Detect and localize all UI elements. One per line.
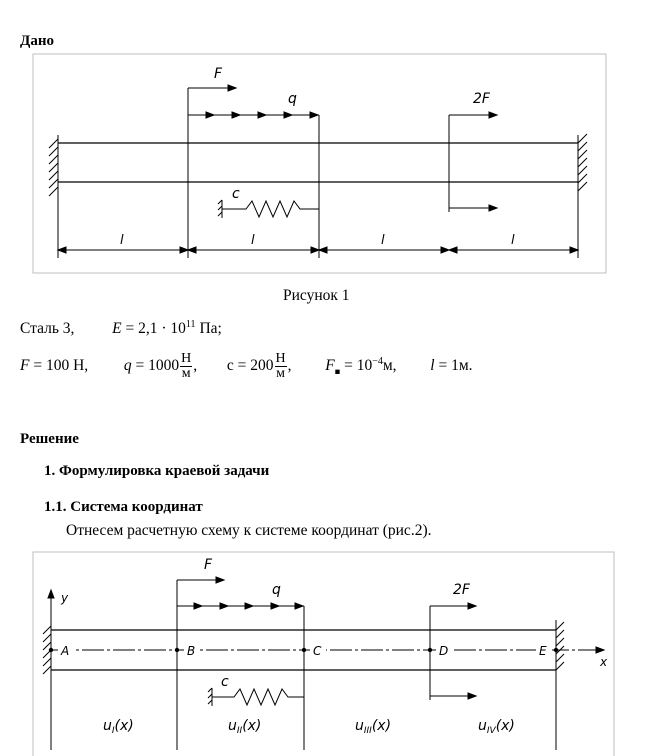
param-f-symbol: F [20,357,30,375]
distributed-load-q [188,112,319,118]
param-c-symbol: c [226,357,234,375]
param-e-value: = 2,1 · 10 [125,320,186,338]
params-line-2: F = 100 Н, q = 1000 $\frac{Н}{м}$ , c = 200 $\frac{Н}{м}$ , $F_■ = 10^{-4}м$, l = 1м. [20,351,473,382]
dim-l-3: l [381,233,385,248]
param-q-symbol: q [123,357,132,375]
figure-1 [0,0,666,290]
force-f-label: F [214,66,223,82]
figure-1-caption: Рисунок 1 [283,287,350,304]
force-2f-label-2: 2F [453,582,470,598]
param-q-unit: $\frac{Н}{м}$ [181,351,192,382]
spring-c-label-2: c [221,674,229,690]
x-axis-label: x [600,655,608,669]
x-axis [51,647,604,653]
param-l-value: = 1м. [438,357,473,375]
param-area-value: = 10 [344,357,373,375]
params-line-1 [20,319,222,338]
spring [218,200,319,218]
given-heading: Дано [20,33,54,49]
param-e-exp: 11 [185,319,196,330]
param-l-symbol: l [430,357,435,375]
material-label: Сталь 3, [20,320,75,338]
force-2f-arrows [449,112,497,211]
force-f-arrow [188,85,236,91]
param-f-value: = 100 Н, [33,357,89,375]
param-area-symbol: F [325,357,335,375]
section-1-heading: 1. Формулировка краевой задачи [44,463,270,479]
segment-u2-label: $u_{II}(x)$ [228,718,262,736]
y-axis-label: y [61,591,69,605]
param-e-symbol: E [112,320,122,338]
left-wall-hatch [49,135,58,197]
section-1-1-heading: 1.1. Система координат [44,499,203,515]
dim-l-4: l [511,233,515,248]
solution-heading: Решение [20,431,79,447]
figure-2 [0,540,666,756]
load-q-label: q [288,91,297,107]
load-q-label-2: q [272,582,281,598]
solution-paragraph: Отнесем расчетную схему к системе координат (рис.2). [66,522,432,539]
dimension-line [58,247,578,253]
spring-c-label: c [232,186,240,202]
node-a-label: A [61,644,70,658]
dim-l-1: l [120,233,124,248]
segment-u3-label: $u_{III}(x)$ [355,718,392,736]
param-c-value: = 200 [237,357,274,375]
right-wall-hatch [578,134,587,197]
node-d-label: D [439,644,449,658]
node-b-label: B [187,644,196,658]
node-c-label: C [313,644,322,658]
param-q-value: = 1000 [135,357,180,375]
force-2f-label: 2F [473,91,490,107]
param-c-unit: $\frac{Н}{м}$ [275,351,286,382]
segment-u1-label: $u_I(x)$ [103,718,134,736]
segment-u4-label: $u_{IV}(x)$ [478,718,515,736]
force-f-label-2: F [204,557,213,573]
node-e-label: E [539,644,547,658]
spring-2 [208,688,304,706]
distributed-load-q-2 [177,603,304,609]
beam [58,143,578,182]
force-f-arrow-2 [177,577,224,583]
param-e-unit: Па; [199,320,222,338]
dim-l-2: l [251,233,255,248]
